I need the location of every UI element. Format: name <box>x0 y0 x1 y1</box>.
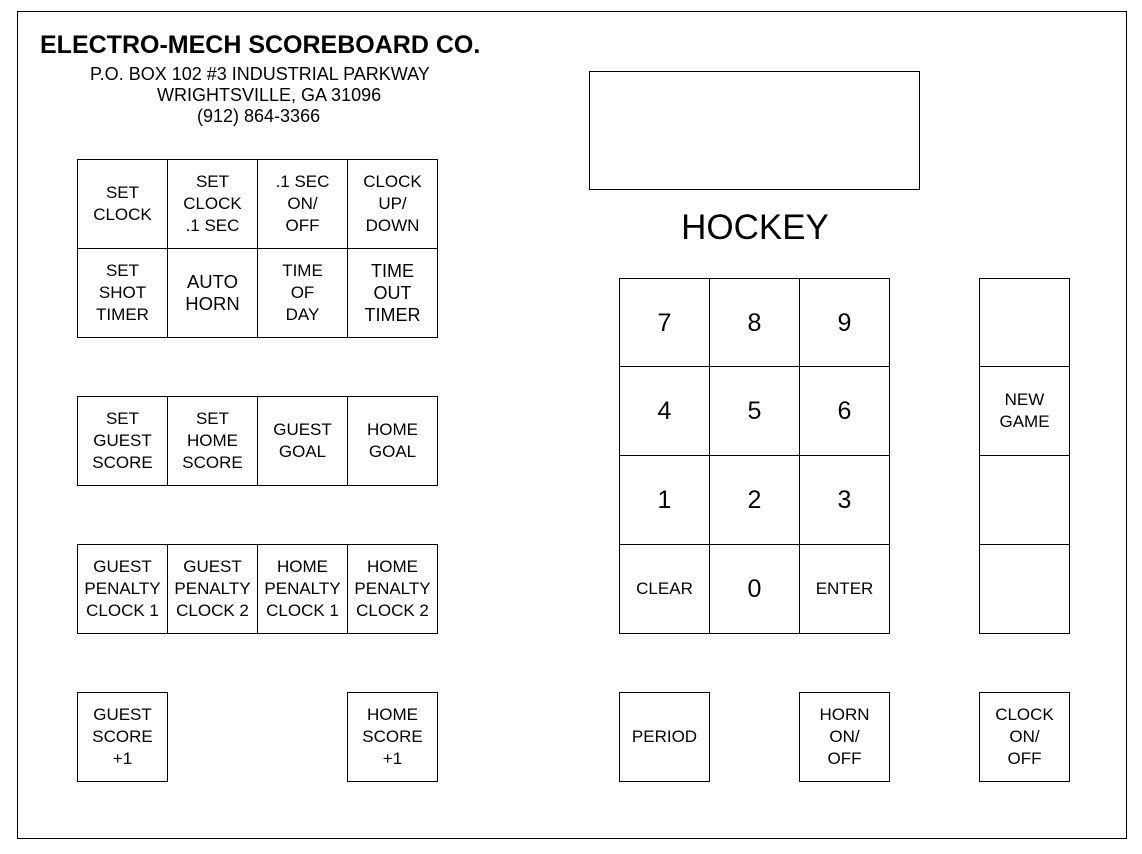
company-name: ELECTRO-MECH SCOREBOARD CO. <box>40 31 481 59</box>
keypad-2-button[interactable]: 2 <box>709 455 800 545</box>
guest-penalty-clock-1-button[interactable]: GUEST PENALTY CLOCK 1 <box>77 544 168 634</box>
clock-on-off-button[interactable]: CLOCK ON/ OFF <box>979 692 1070 782</box>
sport-title: HOCKEY <box>681 208 829 247</box>
side-blank-button-2[interactable] <box>979 455 1070 545</box>
keypad-clear-button[interactable]: CLEAR <box>619 544 710 634</box>
keypad-3-button[interactable]: 3 <box>799 455 890 545</box>
keypad-4-button[interactable]: 4 <box>619 366 710 456</box>
keypad-9-button[interactable]: 9 <box>799 278 890 368</box>
scoreboard-display <box>589 71 920 190</box>
side-blank-button-3[interactable] <box>979 544 1070 634</box>
home-score-plus-one-button[interactable]: HOME SCORE +1 <box>347 692 438 782</box>
set-home-score-button[interactable]: SET HOME SCORE <box>167 396 258 486</box>
set-clock-button[interactable]: SET CLOCK <box>77 159 168 249</box>
address-line-1: P.O. BOX 102 #3 INDUSTRIAL PARKWAY <box>90 64 430 84</box>
keypad-7-button[interactable]: 7 <box>619 278 710 368</box>
guest-penalty-clock-2-button[interactable]: GUEST PENALTY CLOCK 2 <box>167 544 258 634</box>
set-guest-score-button[interactable]: SET GUEST SCORE <box>77 396 168 486</box>
phone-number: (912) 864-3366 <box>197 106 321 126</box>
period-button[interactable]: PERIOD <box>619 692 710 782</box>
keypad-enter-button[interactable]: ENTER <box>799 544 890 634</box>
address-line-2: WRIGHTSVILLE, GA 31096 <box>157 85 382 105</box>
set-clock-tenth-button[interactable]: SET CLOCK .1 SEC <box>167 159 258 249</box>
keypad-1-button[interactable]: 1 <box>619 455 710 545</box>
new-game-button[interactable]: NEW GAME <box>979 366 1070 456</box>
time-of-day-button[interactable]: TIME OF DAY <box>257 248 348 338</box>
clock-up-down-button[interactable]: CLOCK UP/ DOWN <box>347 159 438 249</box>
keypad-0-button[interactable]: 0 <box>709 544 800 634</box>
tenth-sec-toggle-button[interactable]: .1 SEC ON/ OFF <box>257 159 348 249</box>
side-blank-button-1[interactable] <box>979 278 1070 368</box>
keypad-6-button[interactable]: 6 <box>799 366 890 456</box>
time-out-timer-button[interactable]: TIME OUT TIMER <box>347 248 438 338</box>
keypad-5-button[interactable]: 5 <box>709 366 800 456</box>
auto-horn-button[interactable]: AUTO HORN <box>167 248 258 338</box>
guest-score-plus-one-button[interactable]: GUEST SCORE +1 <box>77 692 168 782</box>
home-goal-button[interactable]: HOME GOAL <box>347 396 438 486</box>
set-shot-timer-button[interactable]: SET SHOT TIMER <box>77 248 168 338</box>
home-penalty-clock-1-button[interactable]: HOME PENALTY CLOCK 1 <box>257 544 348 634</box>
horn-toggle-button[interactable]: HORN ON/ OFF <box>799 692 890 782</box>
home-penalty-clock-2-button[interactable]: HOME PENALTY CLOCK 2 <box>347 544 438 634</box>
guest-goal-button[interactable]: GUEST GOAL <box>257 396 348 486</box>
keypad-8-button[interactable]: 8 <box>709 278 800 368</box>
